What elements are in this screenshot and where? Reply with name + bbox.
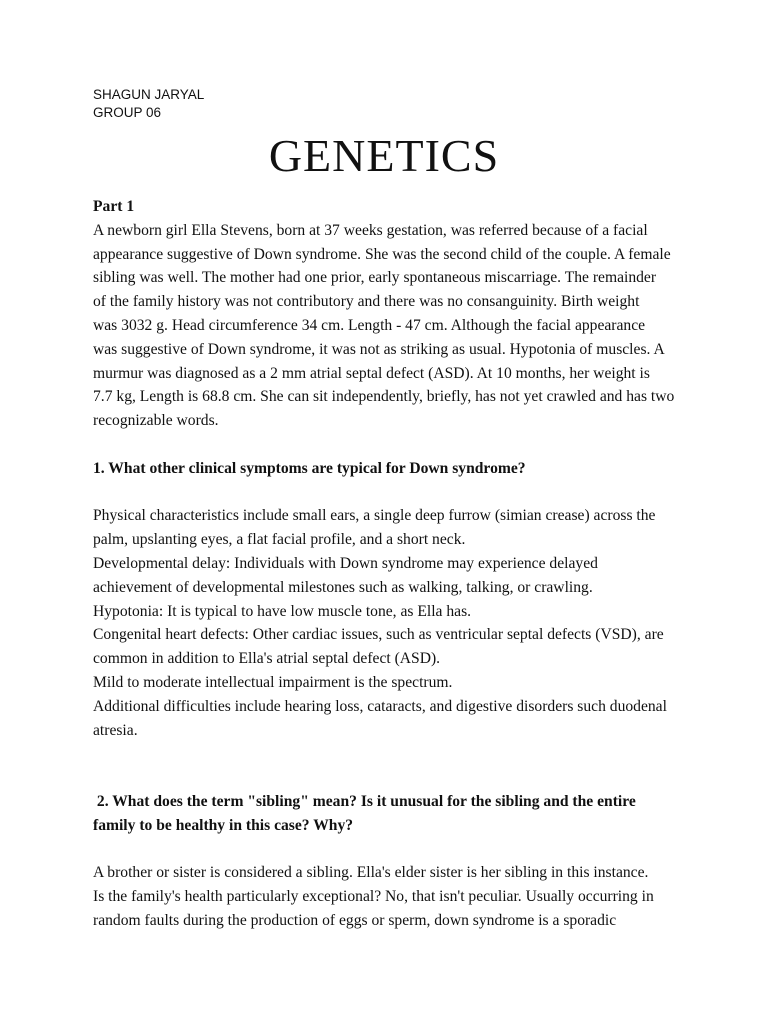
answer-line: A brother or sister is considered a sibling. Ella's elder sister is her sibling in this instance. <box>93 864 649 882</box>
case-description <box>93 219 683 433</box>
question-line: family to be healthy in this case? Why? <box>93 816 354 834</box>
answer-2 <box>93 861 683 932</box>
answer-line: palm, upslanting eyes, a flat facial profile, and a short neck. <box>93 531 466 549</box>
question-line: 2. What does the term "sibling" mean? Is it unusual for the sibling and the entire <box>93 792 636 810</box>
case-line: of the family history was not contributory and there was no consanguinity. Birth weight <box>93 293 640 311</box>
answer-line: common in addition to Ella's atrial septal defect (ASD). <box>93 650 441 668</box>
answer-line: Is the family's health particularly exceptional? No, that isn't peculiar. Usually occurring in <box>93 888 654 906</box>
answer-line: random faults during the production of eggs or sperm, down syndrome is a sporadic <box>93 911 617 929</box>
question-2 <box>93 790 683 838</box>
answer-line: Additional difficulties include hearing loss, cataracts, and digestive disorders such duodenal <box>93 697 667 715</box>
case-line: recognizable words. <box>93 412 219 430</box>
part-heading: Part 1 <box>93 198 135 215</box>
case-line: murmur was diagnosed as a 2 mm atrial septal defect (ASD). At 10 months, her weight is <box>93 364 650 382</box>
author-group: GROUP 06 <box>93 105 162 120</box>
document-body <box>93 195 683 933</box>
case-line: was 3032 g. Head circumference 34 cm. Length - 47 cm. Although the facial appearance <box>93 316 646 334</box>
answer-line: atresia. <box>93 721 138 739</box>
answer-line: Hypotonia: It is typical to have low muscle tone, as Ella has. <box>93 602 472 620</box>
author-name: SHAGUN JARYAL <box>93 87 205 102</box>
case-line: appearance suggestive of Down syndrome. She was the second child of the couple. A female <box>93 245 671 263</box>
document-title: GENETICS <box>268 130 500 181</box>
case-line: sibling was well. The mother had one prior, early spontaneous miscarriage. The remainder <box>93 269 657 287</box>
case-line: was suggestive of Down syndrome, it was not as striking as usual. Hypotonia of muscles. A <box>93 340 665 358</box>
answer-line: achievement of developmental milestones such as walking, talking, or crawling. <box>93 578 593 596</box>
answer-1 <box>93 504 683 742</box>
answer-line: Physical characteristics include small ears, a single deep furrow (simian crease) across the <box>93 507 656 525</box>
question-1: 1. What other clinical symptoms are typical for Down syndrome? <box>93 459 526 477</box>
answer-line: Developmental delay: Individuals with Down syndrome may experience delayed <box>93 554 598 572</box>
case-line: A newborn girl Ella Stevens, born at 37 weeks gestation, was referred because of a facial <box>93 221 648 239</box>
answer-line: Congenital heart defects: Other cardiac issues, such as ventricular septal defects (VSD), are <box>93 626 664 644</box>
case-line: 7.7 kg, Length is 68.8 cm. She can sit independently, briefly, has not yet crawled and has two <box>93 388 675 406</box>
author-block <box>93 86 204 122</box>
answer-line: Mild to moderate intellectual impairment is the spectrum. <box>93 673 453 691</box>
